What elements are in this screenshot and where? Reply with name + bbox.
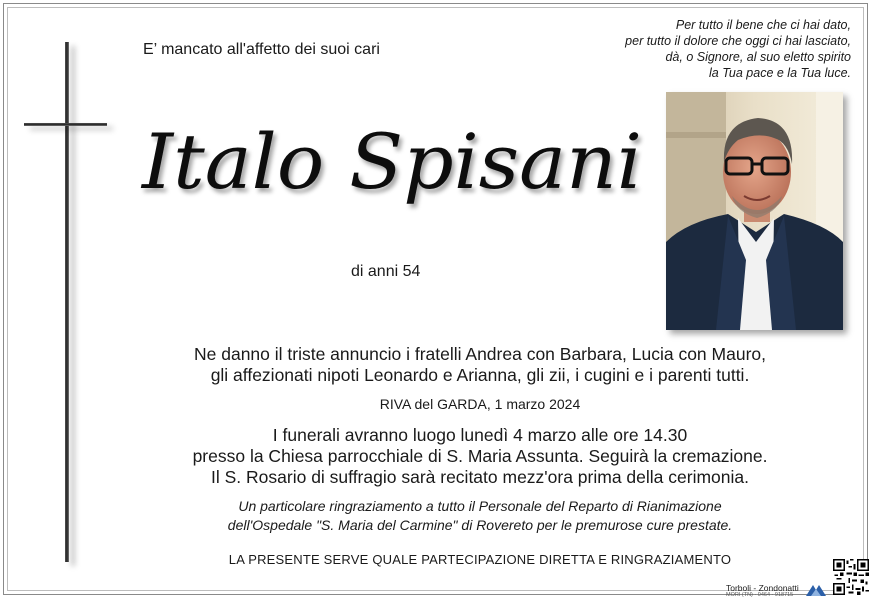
poem	[625, 17, 851, 81]
deceased-name-text: Italo Spisani	[140, 117, 642, 206]
poem-line: dà, o Signore, al suo eletto spirito	[665, 50, 851, 64]
agency-subline: MORI (TN) · 0464 - 918715	[726, 592, 794, 598]
deceased-name	[140, 108, 645, 223]
portrait-photo	[666, 92, 843, 330]
place-date: RIVA del GARDA, 1 marzo 2024	[379, 396, 581, 412]
thanks-line: Un particolare ringraziamento a tutto il Personale del Reparto di Rianimazione	[238, 498, 722, 514]
intro-text: E’ mancato all'affetto dei suoi cari	[143, 41, 380, 58]
agency-logo-icon	[805, 583, 827, 597]
announcement-line: gli affezionati nipoti Leonardo e Arianna, gli zii, i cugini e i parenti tutti.	[210, 365, 750, 385]
announcement-line: Ne danno il triste annuncio i fratelli Andrea con Barbara, Lucia con Mauro,	[194, 344, 766, 364]
poem-line: per tutto il dolore che oggi ci hai lasciato,	[625, 34, 851, 48]
thanks-line: dell'Ospedale "S. Maria del Carmine" di Rovereto per le premurose cure prestate.	[227, 517, 733, 533]
age-text: di anni 54	[351, 263, 421, 280]
announcement	[160, 344, 800, 386]
funeral-line: I funerali avranno luogo lunedì 4 marzo alle ore 14.30	[272, 425, 688, 445]
thanks-note	[160, 497, 800, 535]
funeral-line: Il S. Rosario di suffragio sarà recitato mezz'ora prima della cerimonia.	[211, 467, 749, 487]
qr-code-icon[interactable]	[833, 559, 869, 595]
agency-name: Torboli - Zondonatti	[726, 583, 799, 593]
funeral-line: presso la Chiesa parrocchiale di S. Maria Assunta. Seguirà la cremazione.	[192, 446, 768, 466]
poem-line: Per tutto il bene che ci hai dato,	[675, 18, 851, 32]
funeral-details	[160, 425, 800, 488]
footer-note: LA PRESENTE SERVE QUALE PARTECIPAZIONE DIRETTA E RINGRAZIAMENTO	[228, 552, 732, 567]
poem-line: la Tua pace e la Tua luce.	[709, 66, 851, 80]
